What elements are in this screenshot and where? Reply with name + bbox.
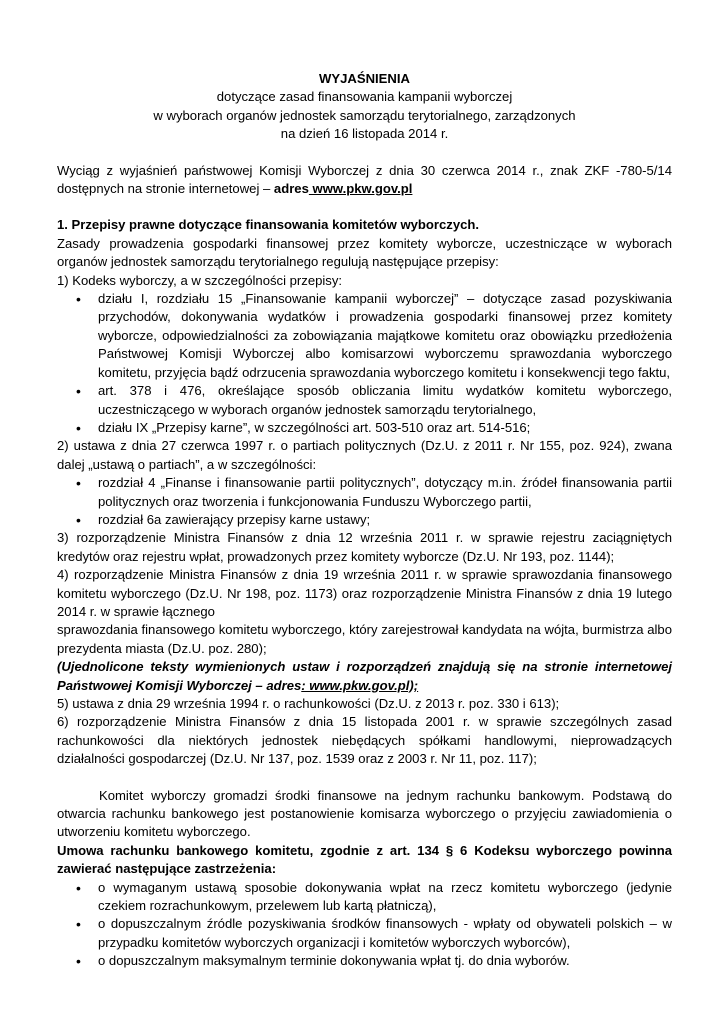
section-1-paragraph-2: 1) Kodeks wyborczy, a w szczególności przepisy: (57, 272, 343, 288)
section-2-paragraph-1: Komitet wyborczy gromadzi środki finansowe na jednym rachunku bankowym. Podstawą do otwarcia rachunku bankowego jest postanowienie komisarza wyborczego o przyjęciu zawiadomienia o utworzeniu komitetu wyborczego. (57, 787, 672, 840)
kodeks-list (57, 290, 672, 437)
section-1-paragraph-6: sprawozdania finansowego komitetu wyborczego, który zarejestrował kandydata na wójta, burmistrza albo prezydenta miasta (Dz.U. poz. 280); (57, 622, 672, 656)
bullet-icon: • (76, 291, 81, 308)
intro-text: Wyciąg z wyjaśnień państwowej Komisji Wyborczej z dnia 30 czerwca 2014 r., znak ZKF -780-5/14 dostępnych na stronie internetowej – (57, 162, 672, 197)
section-1-paragraph-5: 4) rozporządzenie Ministra Finansów z dnia 19 września 2011 r. w sprawie sprawozdania finansowego komitetu wyborczego (Dz.U. Nr 198, poz. 1173) oraz rozporządzenie Ministra Finansów z dnia 19 lutego 2014 r. w sprawie łącznego (57, 567, 672, 619)
section-1-paragraph-1: Zasady prowadzenia gospodarki finansowej przez komitety wyborcze, uczestniczące w wyborach organów jednostek samorządu terytorialnego regulują następujące przepisy: (57, 235, 672, 270)
section-1-paragraph-4: 3) rozporządzenie Ministra Finansów z dnia 12 września 2011 r. w sprawie rejestru zaciągniętych kredytów oraz rejestru wpłat, prowadzonych przez komitety wyborcze (Dz.U. Nr 193, poz. 1144); (57, 530, 672, 564)
subtitle-line-3: na dzień 16 listopada 2014 r. (280, 126, 449, 142)
bullet-icon: • (76, 953, 81, 970)
pkw-link[interactable]: www.pkw.gov.pl (308, 181, 413, 197)
section-1-note: (Ujednolicone teksty wymienionych ustaw i rozporządzeń znajdują się na stronie internetowej Państwowej Komisji Wyborczej – adres: www.pkw.gov.pl); (57, 659, 672, 693)
list-item: • o wymaganym ustawą sposobie dokonywania wpłat na rzecz komitetu wyborczego (jedynie czekiem rozrachunkowym, przelewem lub kartą płatniczą), (76, 879, 672, 914)
bullet-icon: • (76, 879, 81, 896)
bullet-icon: • (76, 511, 81, 528)
subtitle-line-1: dotyczące zasad finansowania kampanii wyborczej (216, 89, 513, 105)
list-item: • art. 378 i 476, określające sposób obliczania limitu wydatków komitetu wyborczego, uczestniczącego w wyborach organów jednostek samorządu terytorialnego, (76, 383, 672, 417)
section-2-heading: Umowa rachunku bankowego komitetu, zgodnie z art. 134 § 6 Kodeksu wyborczego powinna zawierać następujące zastrzeżenia: (57, 842, 672, 877)
ustawa-list (57, 474, 672, 529)
umowa-list (57, 879, 672, 971)
list-item: • działu IX „Przepisy karne”, w szczególności art. 503-510 oraz art. 514-516; (76, 419, 531, 436)
list-item: • rozdział 6a zawierający przepisy karne ustawy; (76, 511, 371, 528)
pkw-link-note[interactable]: : www.pkw.gov.pl); (301, 677, 419, 693)
list-item: • o dopuszczalnym źródle pozyskiwania środków finansowych - wpłaty od obywateli polskich – w przypadku komitetów wyborczych organizacji i komitetów wyborczych wyborców), (76, 916, 672, 950)
subtitle-line-2: w wyborach organów jednostek samorządu terytorialnego, zarządzonych (153, 107, 576, 123)
section-1-paragraph-7: 5) ustawa z dnia 29 września 1994 r. o rachunkowości (Dz.U. z 2013 r. poz. 330 i 613); (57, 696, 560, 711)
list-item: • działu I, rozdziału 15 „Finansowanie kampanii wyborczej” – dotyczące zasad pozyskiwania przychodów, dokonywania wydatków i prowadzenia gospodarki finansowej przez komitety wyborcze, odpowiedzialności za zobowiązania majątkowe komitetu oraz obowiązku przedłożenia Państwowej Komisji Wyborczej albo komisarzowi wyborczemu sprawozdania wyborczego komitetu, przyjęcia bądź odrzucenia sprawozdania wyborczego komitetu i konsekwencji tego faktu, (76, 291, 672, 380)
intro-paragraph (57, 162, 672, 199)
section-1-paragraph-8: 6) rozporządzenie Ministra Finansów z dnia 15 listopada 2001 r. w sprawie szczególnych zasad rachunkowości dla niektórych jednostek niebędących spółkami handlowymi, nieprowadzących działalności gospodarczej (Dz.U. Nr 137, poz. 1539 oraz z 2003 r. Nr 11, poz. 117); (57, 714, 672, 767)
bullet-icon: • (76, 419, 81, 436)
bullet-icon: • (76, 383, 81, 400)
bullet-icon: • (76, 916, 81, 933)
section-1-paragraph-3: 2) ustawa z dnia 27 czerwca 1997 r. o partiach politycznych (Dz.U. z 2011 r. Nr 155, poz. 924), zwana dalej „ustawą o partiach”, a w szczególności: (57, 438, 672, 472)
list-item: • o dopuszczalnym maksymalnym terminie dokonywania wpłat tj. do dnia wyborów. (76, 953, 570, 970)
list-item: • rozdział 4 „Finanse i finansowanie partii politycznych”, dotyczący m.in. źródeł finansowania partii politycznych oraz tworzenia i funkcjonowania Funduszu Wyborczego partii, (76, 475, 672, 509)
intro-adres: adres (273, 181, 309, 197)
document-title: WYJAŚNIENIA (319, 71, 410, 86)
section-1-heading: 1. Przepisy prawne dotyczące finansowania komitetów wyborczych. (57, 217, 480, 233)
document-page (57, 70, 672, 971)
bullet-icon: • (76, 475, 81, 492)
